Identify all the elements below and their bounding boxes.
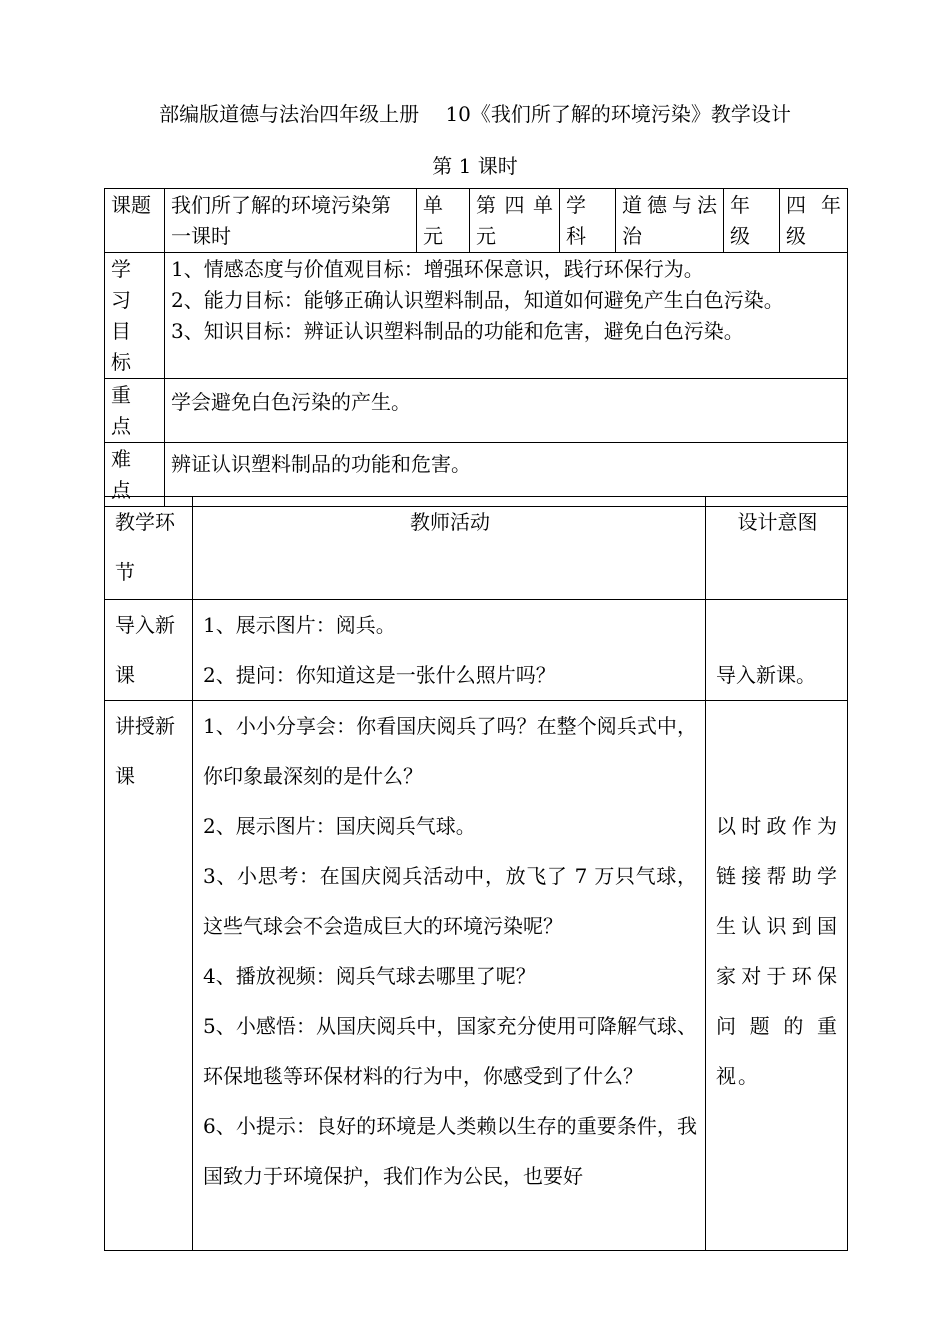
- difficulty-label: 难点: [105, 443, 165, 507]
- teaching-plan-table: [104, 496, 848, 1251]
- activity-header: 教师活动: [193, 497, 706, 600]
- activity-item: 6、小提示：良好的环境是人类赖以生存的重要条件，我国致力于环境保护，我们作为公民，也要好: [203, 1114, 697, 1188]
- topic-row: [105, 189, 848, 253]
- key-point-label: 重点: [105, 379, 165, 443]
- objective-item: 1、情感态度与价值观目标：增强环保意识，践行环保行为。: [171, 257, 704, 281]
- plan-row-new-lesson: [105, 701, 848, 1251]
- activity-item: 2、提问：你知道这是一张什么照片吗？: [203, 663, 556, 687]
- unit-label: 单元: [417, 189, 470, 253]
- lesson-info-table: [104, 188, 848, 507]
- grade-label: 年级: [724, 189, 780, 253]
- intent-cell: 以时政作为链接帮助学生认识到国家对于环保问题的重视。: [706, 701, 848, 1251]
- intent-cell: 导入新课。: [706, 600, 848, 701]
- activity-item: 1、展示图片：阅兵。: [203, 613, 396, 637]
- objectives-row: [105, 253, 848, 379]
- activity-item: 3、小思考：在国庆阅兵活动中，放飞了 7 万只气球，这些气球会不会造成巨大的环境污染呢？: [203, 864, 697, 938]
- unit-value: 第四单元: [470, 189, 560, 253]
- grade-value: 四年级: [780, 189, 848, 253]
- objectives-label: 学习目标: [105, 253, 165, 379]
- activity-cell: [193, 600, 706, 701]
- difficulty-value: 辨证认识塑料制品的功能和危害。: [165, 443, 848, 507]
- plan-header-row: [105, 497, 848, 600]
- topic-value: 我们所了解的环境污染第一课时: [165, 189, 417, 253]
- objectives-list: [165, 253, 848, 379]
- stage-header: 教学环节: [105, 497, 193, 600]
- intent-header: 设计意图: [706, 497, 848, 600]
- key-point-value: 学会避免白色污染的产生。: [165, 379, 848, 443]
- topic-label: 课题: [105, 189, 165, 253]
- activity-item: 2、展示图片：国庆阅兵气球。: [203, 814, 476, 838]
- document-title: 部编版道德与法治四年级上册 10《我们所了解的环境污染》教学设计: [159, 102, 791, 126]
- subject-value: 道德与法治: [616, 189, 724, 253]
- activity-item: 4、播放视频：阅兵气球去哪里了呢？: [203, 964, 536, 988]
- lesson-subtitle: 第 1 课时: [432, 154, 518, 178]
- stage-cell: 讲授新课: [105, 701, 193, 1251]
- stage-cell: 导入新课: [105, 600, 193, 701]
- activity-item: 1、小小分享会：你看国庆阅兵了吗？在整个阅兵式中，你印象最深刻的是什么？: [203, 714, 697, 788]
- objective-item: 3、知识目标：辨证认识塑料制品的功能和危害，避免白色污染。: [171, 319, 744, 343]
- subject-label: 学科: [560, 189, 616, 253]
- objective-item: 2、能力目标：能够正确认识塑料制品，知道如何避免产生白色污染。: [171, 288, 784, 312]
- plan-row-intro: [105, 600, 848, 701]
- activity-cell: [193, 701, 706, 1251]
- key-point-row: [105, 379, 848, 443]
- activity-item: 5、小感悟：从国庆阅兵中，国家充分使用可降解气球、环保地毯等环保材料的行为中，你感受到了什么？: [203, 1014, 697, 1088]
